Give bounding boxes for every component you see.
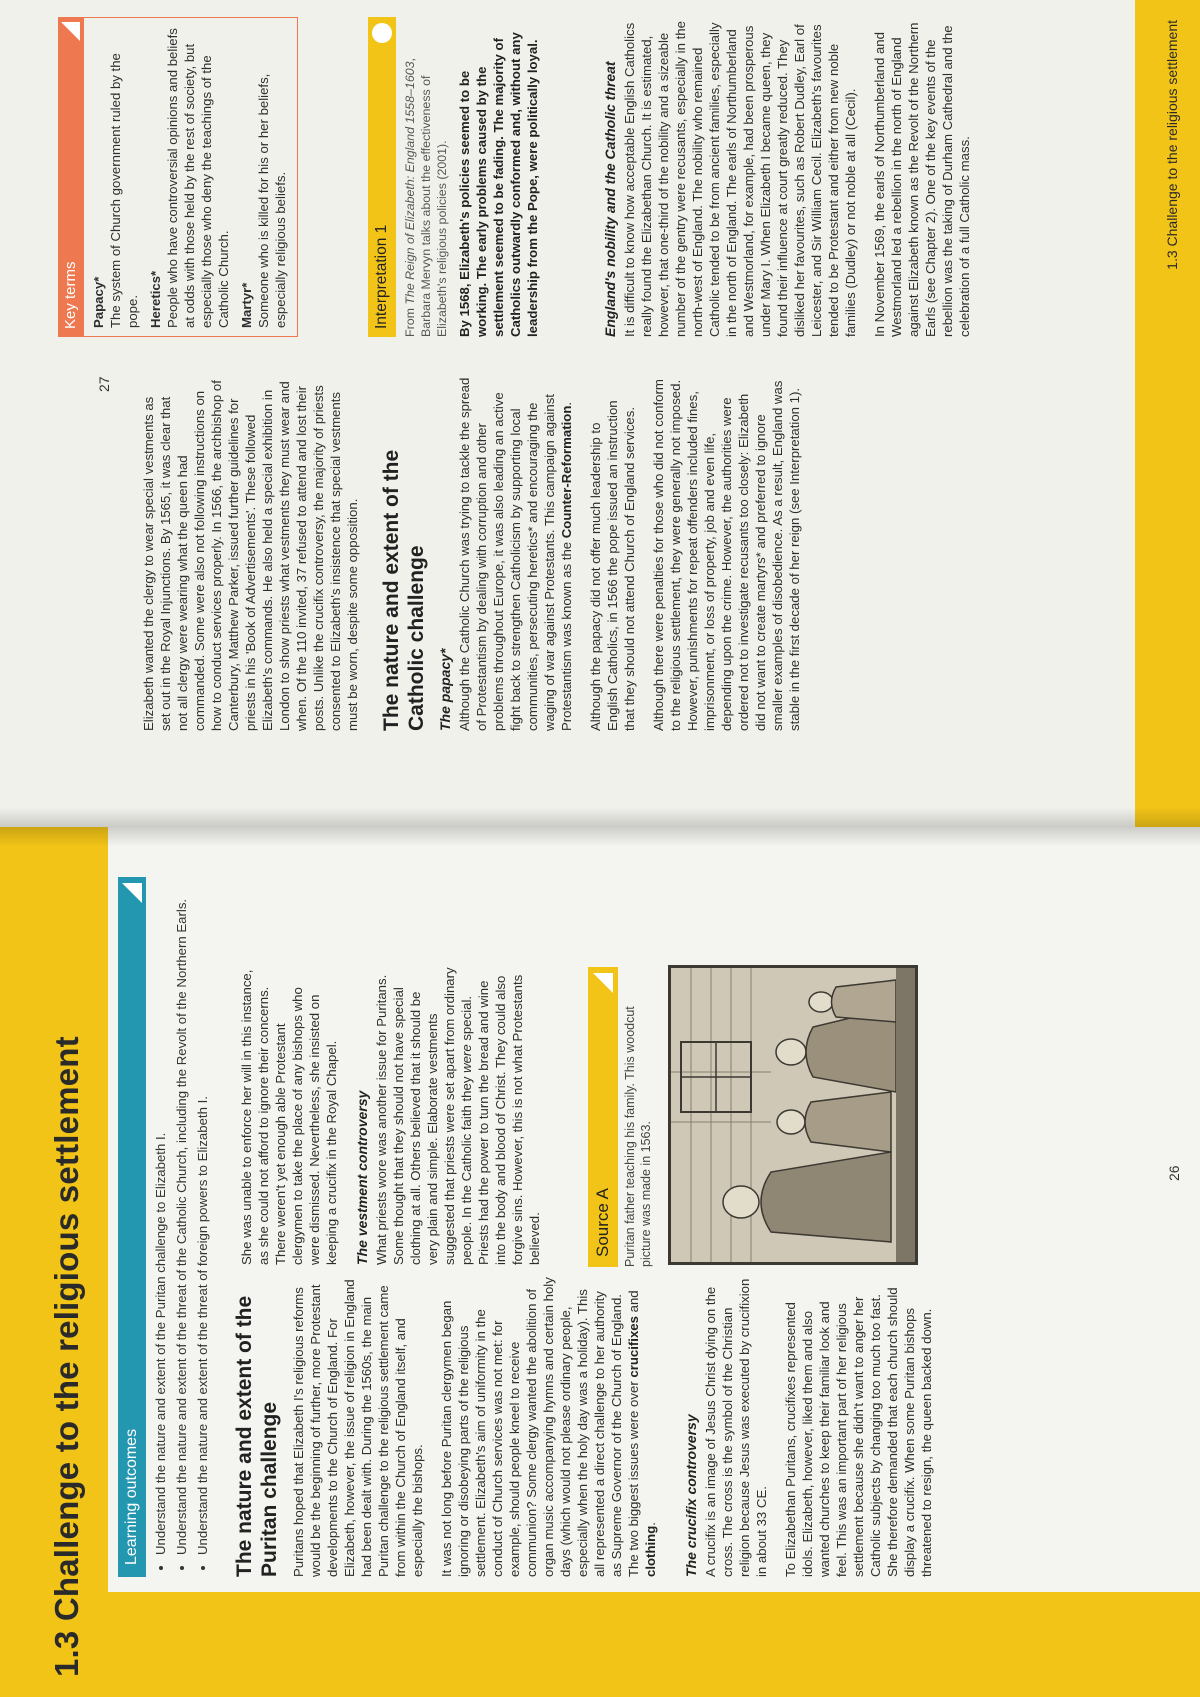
nobility-heading: England's nobility and the Catholic threat [602,61,618,337]
source-a-label: Source A [593,1188,612,1257]
crucifix-para-2: To Elizabethan Puritans, crucifixes represented idols. Elizabeth, however, liked them and also wanted churches to keep their familiar look and feel. This was an important part of her religious settlement because she didn't want to anger her Catholic subjects by changing too much too fast. She therefore demanded that each church should display a crucifix. When some Puritan bishops threatened to resign, the queen backed down. [783,1287,934,1577]
corner-triangle-icon [122,883,142,903]
source-a-banner [588,967,618,1267]
vestment-continued-para: Elizabeth wanted the clergy to wear special vestments as set out in the Royal Injunctions. By 1565, it was clear that not all clergy were wearing what the queen had commanded. Some were also not following instructions on how to conduct services properly. In 1566, the archbishop of Canterbury, Matthew Parker, issued further guidelines for priests in his 'Book of Advertisements'. These followed Elizabeth's commands. He also held a special exhibition in London to show priests what vestments they must wear and when. Of the 110 invited, 37 refused to attend and lost their posts. Unlike the crucifix controversy, the majority of priests consented to Elizabeth's insistence that special vestments must be worn, despite some opposition. [141,380,360,731]
def-heretics: People who have controversial opinions and beliefs at odds with those held by the rest of society, but especially those who deny the teachings of the Catholic Church. [165,28,231,328]
interpretation-banner [368,17,396,337]
crucifix-para-1: A crucifix is an image of Jesus Christ dying on the cross. The cross is the symbol of the Christian religion because Jesus was executed by crucifixion in about 33 CE. [703,1278,769,1577]
learning-outcomes-banner [118,877,146,1577]
right-column-1 [140,376,815,731]
right-column-2 [602,12,985,337]
term-papacy: Papacy* [91,276,106,328]
interpretation-heading: Interpretation 1 [373,224,390,329]
revolt-para: In November 1569, the earls of Northumberland and Westmorland led a rebellion in the north of England against Elizabeth known as the Revolt of the Northern Earls (see Chapter 2). One of the key events of the rebellion was the taking of Durham Cathedral and the celebration of a full Catholic mass. [872,22,972,337]
learning-outcomes-list [152,835,215,1577]
page-27 [0,0,1200,827]
catholic-heading: The nature and extent of the Catholic challenge [380,449,428,731]
nobility-para: It is difficult to know how acceptable English Catholics really found the Elizabethan Church. It is estimated, however, that one-third of the nobility and a sizeable number of the gentry were recusants, especially in the north-west of England. The nobility who remained Catholic tended to be from ancient families, especially in the north of England. The earls of Northumberland and Westmorland, for example, had been prosperous under Mary I. When Elizabeth I became queen, they found their influence at court greatly reduced. They disliked her favourites, such as Robert Dudley, Earl of Leicester, and Sir William Cecil. Elizabeth's favourites tended to be Protestant and either from new noble families (Dudley) or not noble at all (Cecil). [622,21,858,337]
key-terms-box [58,17,298,337]
source-a-caption: Puritan father teaching his family. This woodcut picture was made in 1563. [623,1006,653,1267]
vestment-heading: The vestment controversy [354,1090,370,1265]
papacy-para-1: Although the Catholic Church was trying to tackle the spread of Protestantism by dealing with corruption and other problems throughout Europe, it was also leading an active fight back to strengthen Catholicism by supporting local communities, persecuting heretics* and encouraging the waging of war against Protestants. This campaign against Protestantism was known as the Counter-Reformation. [457,377,574,731]
woodcut-illustration [671,968,915,1262]
left-column-2 [238,965,555,1265]
papacy-para-3: Although there were penalties for those who did not conform to the religious settlement, they were generally not imposed. However, punishments for repeat offenders included fines, imprisonment, or loss of property, job and even life, depending upon the crime. However, the authorities were ordered not to investigate recusants too closely: Elizabeth did not want to create martyrs* and preferred to ignore smaller examples of disobedience. As a result, England was stable in the first decade of her reign (see Interpretation 1). [651,379,802,731]
puritan-heading: The nature and extent of the Puritan challenge [233,1295,281,1577]
page-26 [0,827,1200,1697]
interpretation-box [368,17,541,337]
interpretation-quote: By 1568, Elizabeth's policies seemed to be working. The early problems caused by the settlement seemed to be fading. The majority of Catholics outwardly conformed and, without any leadership from the Pope, were politically loyal. [457,32,540,337]
col2-para-1: She was unable to enforce her will in this instance, as she could not afford to ignore their concerns. There weren't yet enough able Protestant clergymen to take the place of any bishops who were dismissed. Nevertheless, she insisted on keeping a crucifix in the Royal Chapel. [239,969,339,1265]
term-heretics: Heretics* [148,270,163,328]
list-item: • Understand the nature and extent of the threat of foreign powers to Elizabeth I. [194,835,211,1555]
left-column-1 [232,1277,947,1577]
key-terms-heading: Key terms [62,261,79,329]
chapter-title: 1.3 Challenge to the religious settlement [48,1036,85,1677]
page-number: 26 [1166,1165,1182,1181]
vestment-para: What priests wore was another issue for Puritans. Some thought that they should not have special clothing at all. Others believed that it should be very plain and simple. Elaborate vestments suggested that priests were set apart from ordinary people. In the Catholic faith they were special. Priests had the power to turn the bread and wine into the body and blood of Christ. They could also forgive sins. However, this is not what Protestants believed. [374,967,542,1265]
def-martyr: Someone who is killed for his or her beliefs, especially religious beliefs. [256,73,288,328]
corner-triangle-icon [61,22,80,41]
crucifix-heading: The crucifix controversy [683,1414,699,1577]
key-terms-body [84,17,298,337]
puritan-para-1: Puritans hoped that Elizabeth I's religious reforms would be the beginning of further, more Protestant developments to the Church of England. For Elizabeth, however, the issue of religion in England had been dealt with. During the 1560s, the main Puritan challenge to the religious settlement came from within the Church of England itself, and especially the bishops. [291,1279,425,1577]
term-martyr: Martyr* [239,282,254,328]
left-margin-band [108,1592,1200,1697]
interpretation-source: From The Reign of Elizabeth: England 1558–1603, Barbara Mervyn talks about the effectiveness of Elizabeth's religious policies (2001). [403,58,449,337]
def-papacy: The system of Church government ruled by the pope. [108,53,140,328]
spine-shadow [0,807,1200,847]
running-header: 1.3 Challenge to the religious settlement [1164,20,1180,270]
woodcut-image [668,965,918,1265]
papacy-heading: The papacy* [437,648,453,731]
circle-icon [372,23,392,43]
corner-triangle-icon [593,973,613,993]
learning-outcomes-heading: Learning outcomes [123,1428,140,1565]
page-number: 27 [96,376,112,392]
list-item: • Understand the nature and extent of the threat of the Catholic Church, including the Revolt of the Northern Earls. [173,835,190,1555]
puritan-para-2: It was not long before Puritan clergymen began ignoring or disobeying parts of the religious settlement. Elizabeth's aim of uniformity in the conduct of Church services was not met: for example, should people kneel to receive communion? Some clergy wanted the abolition of organ music accompanying hymns and certain holy days (which would not please ordinary people, especially when the holy day was a holiday). This all represented a direct challenge to her authority as Supreme Governor of the Church of England. The two biggest issues were over crucifixes and clothing. [439,1277,658,1577]
key-terms-banner [58,17,84,337]
papacy-para-2: Although the papacy did not offer much leadership to English Catholics, in 1566 the pope issued an instruction that they should not attend Church of England services. [588,400,637,731]
list-item: • Understand the nature and extent of the Puritan challenge to Elizabeth I. [152,835,169,1555]
